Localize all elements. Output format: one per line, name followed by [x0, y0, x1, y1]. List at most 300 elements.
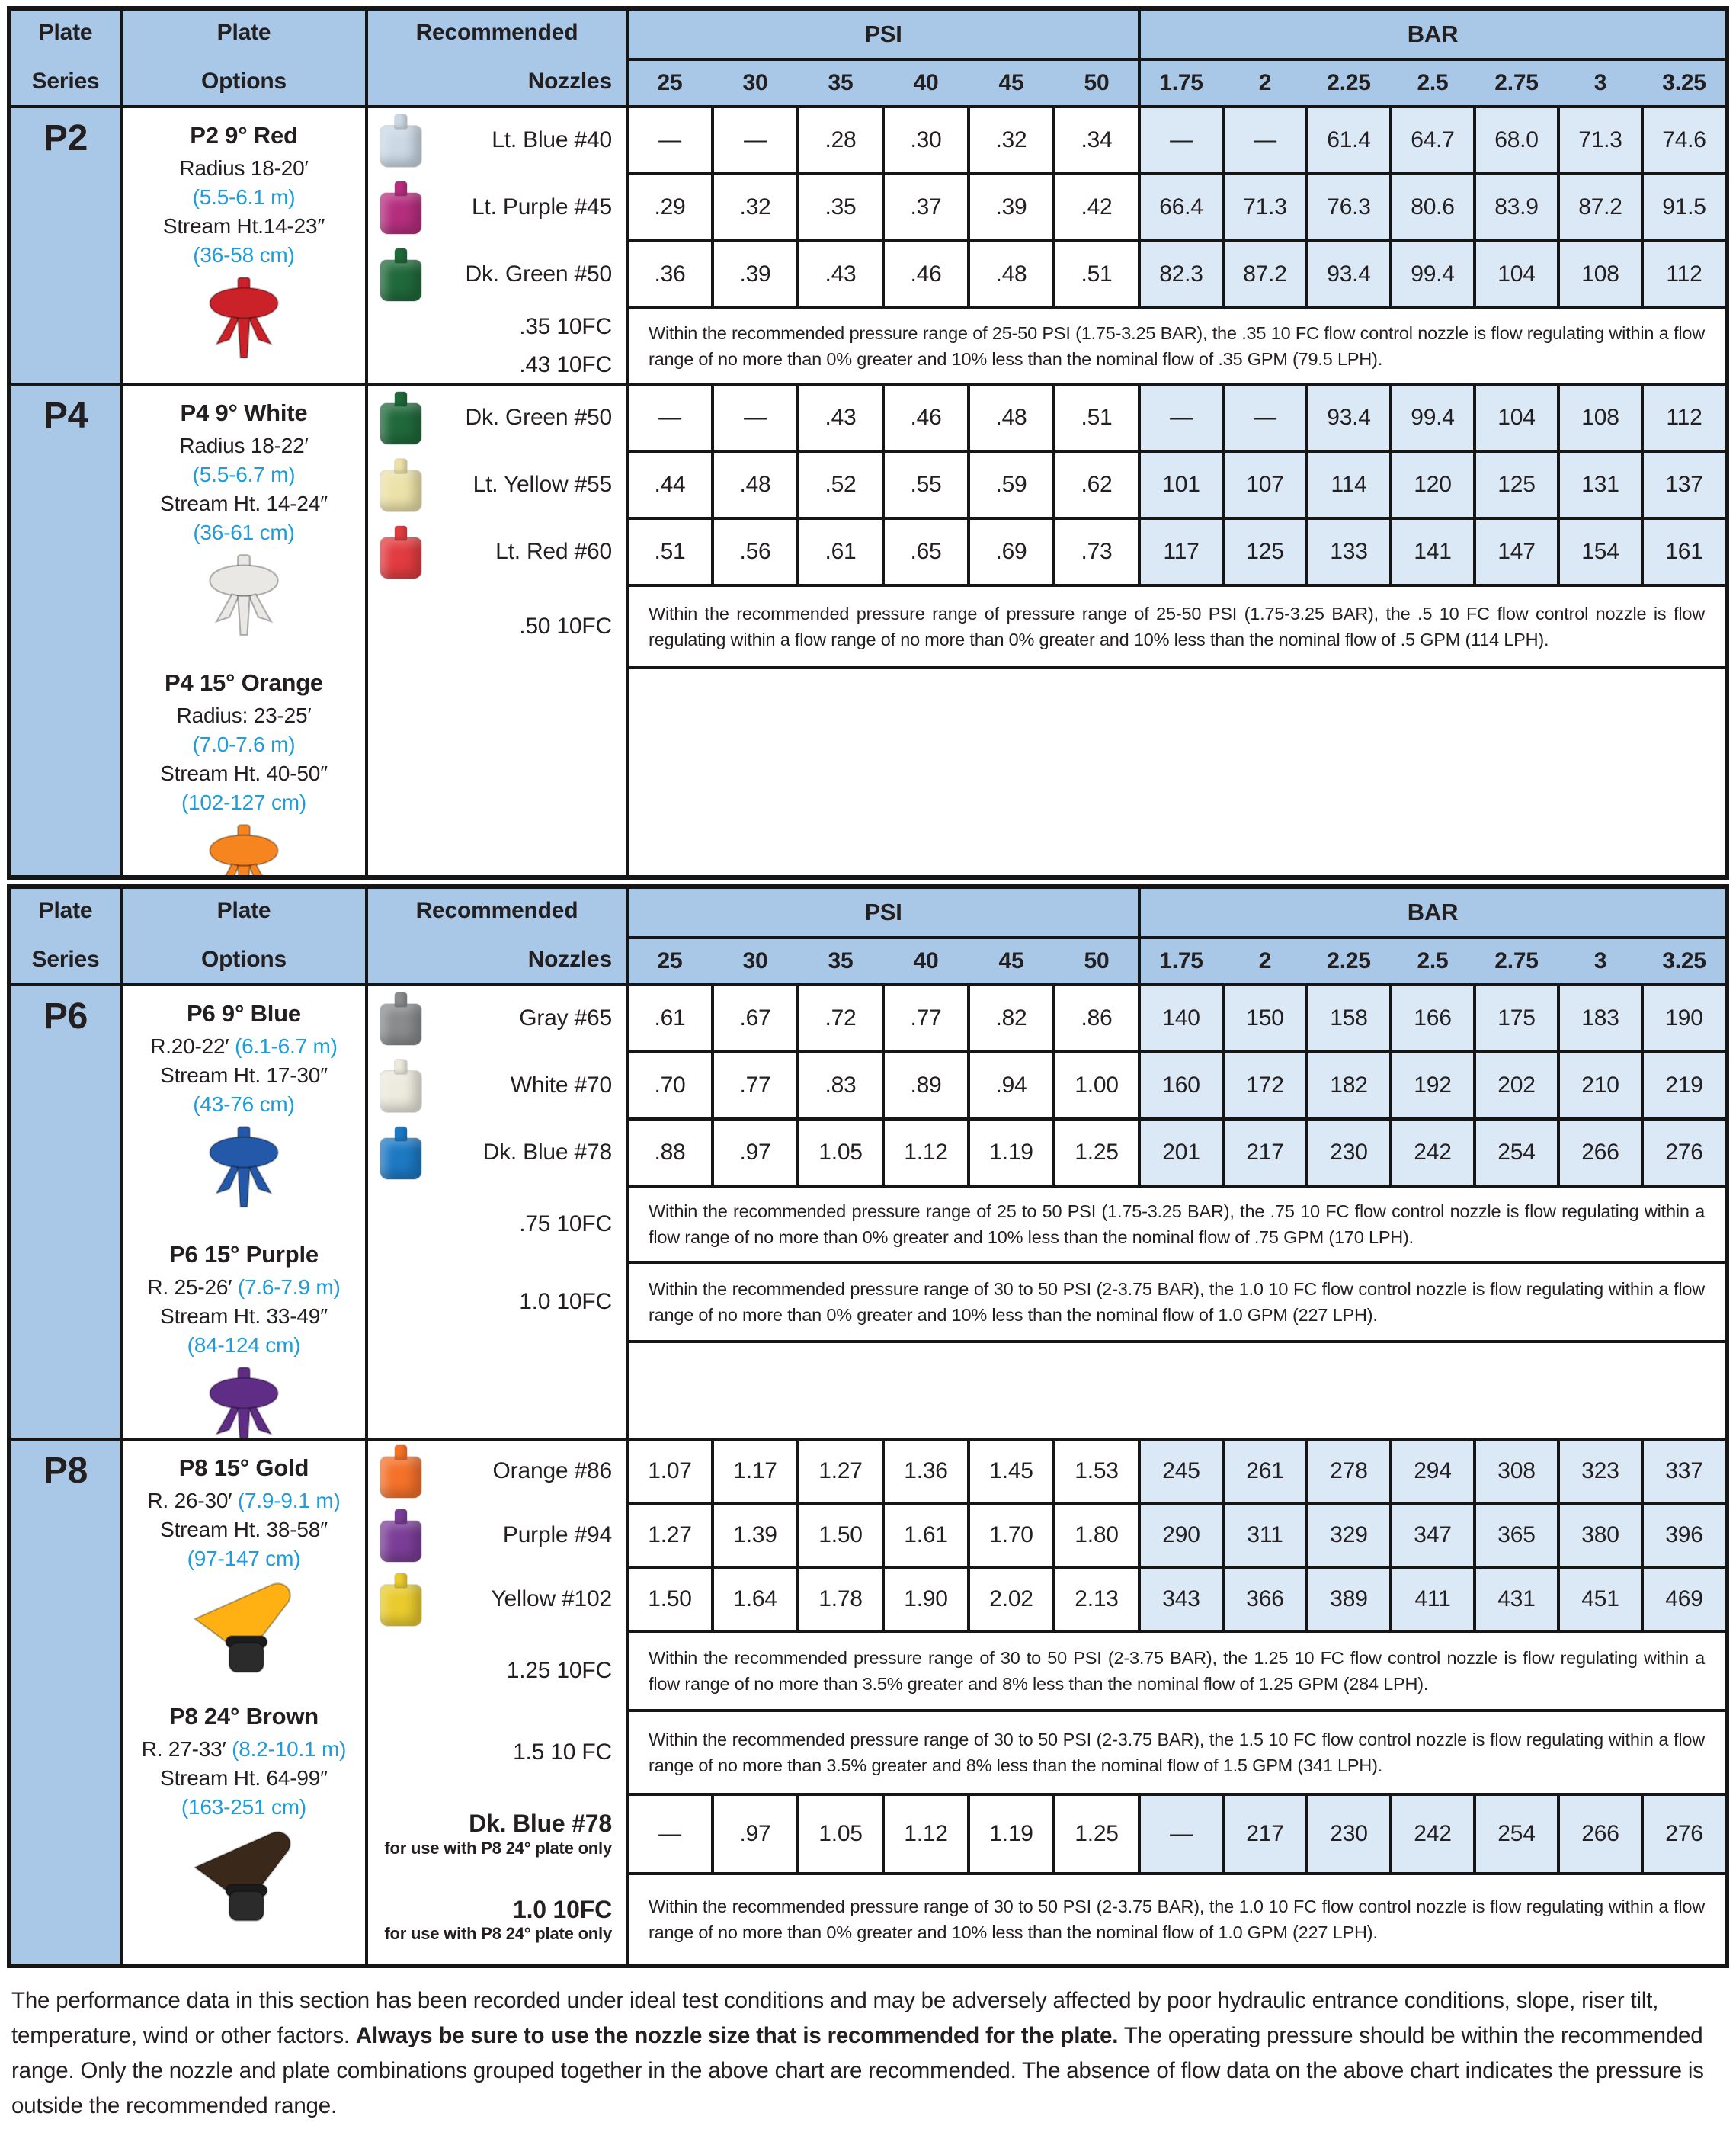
nozzle-entry	[368, 175, 626, 239]
plate-spec-line	[193, 460, 296, 489]
psi-value-cell: .61	[629, 986, 711, 1050]
fc-note-text: Within the recommended pressure range of 25-50 PSI (1.75-3.25 BAR), the .35 10 FC flow control nozzle is flow regulating within a flow range of no more than 0% greater and 10% less than the nominal flow of .35 GPM (79.5 LPH).	[649, 323, 1705, 369]
plate-spec-line	[193, 1090, 294, 1119]
nozzle-label	[495, 538, 612, 566]
bar-value-cell: 323	[1560, 1441, 1641, 1502]
bar-value-cell: 451	[1560, 1569, 1641, 1630]
bar-value-cell: 254	[1476, 1121, 1557, 1185]
psi-value-cell: 1.05	[799, 1121, 882, 1185]
plate-title: P4 15° Orange	[165, 669, 323, 696]
bar-value-cell: —	[1141, 1796, 1222, 1872]
psi-value-cell: 1.70	[970, 1505, 1052, 1566]
fc-label-group	[519, 1211, 612, 1237]
nozzle-cap-icon	[380, 126, 421, 167]
bar-col-label: 2.75	[1494, 948, 1539, 973]
plate-spec-imperial: Stream Ht. 38-58″	[160, 1518, 328, 1541]
header-label: Nozzles	[527, 69, 612, 94]
bar-col-label: 2.5	[1417, 948, 1449, 973]
bar-value-cell: 230	[1308, 1121, 1389, 1185]
fc-label-group	[519, 1289, 612, 1315]
bar-value-cell: 308	[1476, 1441, 1557, 1502]
fc-nozzle-labels	[368, 1188, 626, 1261]
nozzle-cap-icon	[380, 1138, 421, 1179]
bar-value-cell: 343	[1141, 1569, 1222, 1630]
psi-value-cell: —	[629, 108, 711, 172]
nozzle-entry	[368, 242, 626, 306]
psi-value-cell: .48	[970, 386, 1052, 450]
header-plate-options	[123, 11, 365, 105]
bar-value-cell: 158	[1308, 986, 1389, 1050]
header-psi-label: PSI	[629, 889, 1138, 936]
bar-value-cell: 101	[1141, 453, 1222, 517]
bar-value-cell: 74.6	[1644, 108, 1725, 172]
fc-note-text: Within the recommended pressure range of 30 to 50 PSI (2-3.75 BAR), the 1.0 10 FC flow control nozzle is flow regulating within a flow range of no more than 0% greater and 10% less than the nominal flow of 1.0 GPM (227 LPH).	[649, 1897, 1705, 1942]
bar-col-label: 1.75	[1159, 70, 1203, 95]
fc-note-box	[629, 1633, 1725, 1709]
fc-nozzle-labels	[368, 587, 626, 666]
psi-value-cell: 1.27	[629, 1505, 711, 1566]
psi-col-label: 40	[913, 70, 939, 95]
series-label-p4: P4	[11, 386, 120, 875]
psi-col-label: 25	[657, 70, 683, 95]
nozzle-name: Purple #94	[502, 1522, 612, 1547]
psi-value-cell: .43	[799, 242, 882, 306]
bar-value-cell: 91.5	[1644, 175, 1725, 239]
bar-value-cell: 141	[1392, 520, 1473, 584]
bar-value-cell: —	[1141, 108, 1222, 172]
footer-bold-text: Always be sure to use the nozzle size that is recommended for the plate.	[355, 2023, 1119, 2048]
fc-nozzle-label: .75 10FC	[519, 1211, 612, 1236]
bar-value-cell: 76.3	[1308, 175, 1389, 239]
psi-col-label: 25	[657, 948, 683, 973]
bar-col-label: 3	[1593, 70, 1607, 95]
plate-spec-line	[160, 1302, 328, 1331]
psi-value-cell: 1.07	[629, 1441, 711, 1502]
bar-value-cell: 230	[1308, 1796, 1389, 1872]
bar-value-cell: 242	[1392, 1121, 1473, 1185]
header-recommended-nozzles	[368, 11, 626, 105]
bar-value-cell: 133	[1308, 520, 1389, 584]
fc-nozzle-label: .35 10FC	[519, 314, 612, 339]
fc-nozzle-label: .43 10FC	[519, 352, 612, 377]
nozzle-label	[465, 404, 612, 431]
fc-note-box	[629, 309, 1725, 383]
plate-spec-metric: (102-127 cm)	[181, 790, 307, 814]
header-label: Plate	[38, 20, 93, 45]
psi-value-cell: .32	[970, 108, 1052, 172]
psi-value-cell: —	[714, 386, 796, 450]
psi-value-cell: .37	[885, 175, 967, 239]
psi-value-cell: .51	[1055, 386, 1138, 450]
fc-note-box	[629, 1264, 1725, 1340]
bar-value-cell: 276	[1644, 1796, 1725, 1872]
nozzle-name: Lt. Purple #45	[472, 194, 612, 220]
fc-note-box	[629, 1712, 1725, 1793]
psi-value-cell: .82	[970, 986, 1052, 1050]
bar-value-cell: 202	[1476, 1053, 1557, 1117]
bar-col-label: 2.5	[1417, 70, 1449, 95]
psi-value-cell: .28	[799, 108, 882, 172]
nozzle-entry	[368, 108, 626, 172]
bar-value-cell: 104	[1476, 242, 1557, 306]
psi-col-label: 30	[742, 948, 768, 973]
plate-block	[163, 120, 325, 364]
bar-value-cell: 201	[1141, 1121, 1222, 1185]
bar-col-label: 1.75	[1159, 948, 1203, 973]
bar-value-cell: 131	[1560, 453, 1641, 517]
nozzle-entry	[368, 1505, 626, 1566]
psi-col-label: 45	[998, 948, 1024, 973]
header-plate-series	[11, 11, 120, 105]
plate-block	[142, 1701, 347, 1924]
nozzle-cap-icon	[380, 1521, 421, 1562]
plate-spec-line	[179, 431, 308, 460]
plate-spec-metric: (7.6-7.9 m)	[237, 1275, 341, 1299]
psi-value-cell: 1.19	[970, 1121, 1052, 1185]
nozzle-entry	[368, 1796, 626, 1872]
plate-spec-line	[193, 241, 294, 270]
fc-note-text: Within the recommended pressure range of pressure range of 25-50 PSI (1.75-3.25 BAR), the .5 10 FC flow control nozzle is flow regulating within a flow range of no more than 0% greater and 10% less than the nominal flow of .5 GPM (114 LPH).	[649, 604, 1705, 649]
psi-value-cell: .48	[714, 453, 796, 517]
bar-value-cell: 154	[1560, 520, 1641, 584]
bar-value-cell: 80.6	[1392, 175, 1473, 239]
header-bar-ticks	[1141, 939, 1725, 983]
psi-value-cell: 1.78	[799, 1569, 882, 1630]
psi-value-cell: .46	[885, 386, 967, 450]
psi-value-cell: 1.12	[885, 1121, 967, 1185]
header-label: Series	[31, 69, 100, 94]
bar-value-cell: 172	[1225, 1053, 1305, 1117]
psi-col-label: 45	[998, 70, 1024, 95]
psi-value-cell: .39	[714, 242, 796, 306]
plate-block	[147, 1453, 340, 1675]
fc-nozzle-label: .50 10FC	[519, 614, 612, 639]
bar-value-cell: 190	[1644, 986, 1725, 1050]
psi-col-label: 50	[1084, 70, 1110, 95]
bar-value-cell: 290	[1141, 1505, 1222, 1566]
fc-nozzle-label: 1.5 10 FC	[513, 1739, 612, 1765]
header-label: Nozzles	[527, 947, 612, 972]
bar-value-cell: 183	[1560, 986, 1641, 1050]
psi-value-cell: .51	[1055, 242, 1138, 306]
nozzle-usage-note: for use with P8 24° plate only	[384, 1839, 612, 1858]
plate-spec-line	[193, 518, 294, 547]
psi-value-cell: .36	[629, 242, 711, 306]
psi-value-cell: .59	[970, 453, 1052, 517]
plate-spec-imperial: Radius: 23-25′	[176, 704, 312, 727]
nozzle-label	[472, 194, 612, 221]
bar-value-cell: 83.9	[1476, 175, 1557, 239]
header-label: Options	[201, 69, 287, 94]
nozzle-entry	[368, 1441, 626, 1502]
bar-value-cell: 396	[1644, 1505, 1725, 1566]
plate-p4-rotor-icon	[187, 823, 301, 875]
psi-value-cell: —	[714, 108, 796, 172]
nozzle-cap-icon	[380, 537, 421, 579]
fc-nozzle-labels	[368, 1875, 626, 1964]
bar-value-cell: 120	[1392, 453, 1473, 517]
nozzle-name: Dk. Green #50	[465, 405, 612, 430]
psi-col-label: 50	[1084, 948, 1110, 973]
plate-spec-imperial: R. 25-26′	[147, 1275, 238, 1299]
header-label: Recommended	[415, 898, 578, 923]
nozzle-cap-icon	[380, 1071, 421, 1112]
bar-value-cell: 108	[1560, 242, 1641, 306]
bar-col-label: 2	[1258, 948, 1272, 973]
psi-col-label: 30	[742, 70, 768, 95]
nozzle-label	[473, 471, 612, 499]
bar-value-cell: 337	[1644, 1441, 1725, 1502]
bar-value-cell: 182	[1308, 1053, 1389, 1117]
nozzle-name: Dk. Blue #78	[482, 1140, 612, 1165]
psi-value-cell: .44	[629, 453, 711, 517]
psi-value-cell: .73	[1055, 520, 1138, 584]
nozzle-name: White #70	[510, 1073, 612, 1098]
header-bar-ticks	[1141, 61, 1725, 105]
psi-value-cell: .72	[799, 986, 882, 1050]
plate-title: P2 9° Red	[190, 122, 298, 149]
psi-value-cell: 1.64	[714, 1569, 796, 1630]
header-psi-ticks	[629, 939, 1138, 983]
bar-value-cell: 93.4	[1308, 242, 1389, 306]
plate-spec-line	[147, 1273, 340, 1302]
plate-p6-rotor-icon	[187, 1125, 301, 1214]
psi-value-cell: .35	[799, 175, 882, 239]
plate-block	[160, 668, 328, 875]
psi-value-cell: 1.80	[1055, 1505, 1138, 1566]
bar-value-cell: 242	[1392, 1796, 1473, 1872]
nozzle-label	[492, 127, 612, 154]
bar-value-cell: 66.4	[1141, 175, 1222, 239]
plate-spec-metric: (6.1-6.7 m)	[235, 1034, 338, 1058]
bar-col-label: 2.25	[1327, 948, 1371, 973]
plate-spec-imperial: Stream Ht. 33-49″	[160, 1304, 328, 1328]
plate-spec-imperial: R. 27-33′	[141, 1737, 232, 1761]
psi-value-cell: .83	[799, 1053, 882, 1117]
bar-value-cell: 71.3	[1225, 175, 1305, 239]
plate-spec-metric: (36-61 cm)	[193, 521, 295, 544]
psi-value-cell: .70	[629, 1053, 711, 1117]
bar-value-cell: 389	[1308, 1569, 1389, 1630]
plate-block	[147, 1239, 340, 1438]
plate-spec-metric: (97-147 cm)	[187, 1547, 301, 1570]
plate-spec-metric: (84-124 cm)	[187, 1333, 301, 1357]
psi-value-cell: 1.45	[970, 1441, 1052, 1502]
psi-value-cell: 1.61	[885, 1505, 967, 1566]
bar-value-cell: 365	[1476, 1505, 1557, 1566]
bar-value-cell: 266	[1560, 1121, 1641, 1185]
psi-value-cell: .48	[970, 242, 1052, 306]
plate-spec-line	[160, 759, 328, 788]
bar-value-cell: 87.2	[1225, 242, 1305, 306]
header-plate-series	[11, 889, 120, 983]
nozzle-cap-icon	[380, 1457, 421, 1498]
bar-col-label: 2.25	[1327, 70, 1371, 95]
fc-label-group	[384, 1896, 612, 1944]
plate-p4-rotor-icon	[187, 553, 301, 642]
bar-value-cell: 278	[1308, 1441, 1389, 1502]
nozzle-column-p4	[368, 386, 626, 875]
bar-value-cell: 276	[1644, 1121, 1725, 1185]
psi-value-cell: 1.00	[1055, 1053, 1138, 1117]
psi-value-cell: 2.13	[1055, 1569, 1138, 1630]
nozzle-label	[492, 1586, 613, 1613]
nozzle-cap-icon	[380, 260, 421, 301]
psi-value-cell: .97	[714, 1796, 796, 1872]
psi-value-cell: .30	[885, 108, 967, 172]
psi-value-cell: 2.02	[970, 1569, 1052, 1630]
nozzle-entry	[368, 986, 626, 1050]
bar-value-cell: 71.3	[1560, 108, 1641, 172]
psi-value-cell: .67	[714, 986, 796, 1050]
nozzle-empty	[368, 669, 626, 875]
plate-spec-line	[150, 1032, 338, 1061]
psi-value-cell: .29	[629, 175, 711, 239]
fc-note-box	[629, 587, 1725, 666]
plate-spec-imperial: Stream Ht. 17-30″	[160, 1063, 328, 1087]
nozzle-column-p8	[368, 1441, 626, 1964]
plate-spec-metric: (5.5-6.1 m)	[192, 185, 296, 209]
bar-value-cell: 114	[1308, 453, 1389, 517]
nozzle-label	[519, 1005, 612, 1032]
footer-text-1: The performance data in this section has been recorded under ideal test conditions and may be adversely affected by poor hydraulic entrance conditions, slope, riser tilt, temperature, wind or other factors.	[11, 1988, 1659, 2048]
bar-value-cell: —	[1225, 386, 1305, 450]
bar-value-cell: 431	[1476, 1569, 1557, 1630]
bar-value-cell: 294	[1392, 1441, 1473, 1502]
fc-label-group	[507, 1658, 612, 1684]
psi-value-cell: .89	[885, 1053, 967, 1117]
nozzle-label	[483, 1139, 612, 1166]
psi-value-cell: .77	[885, 986, 967, 1050]
fc-nozzle-label: 1.0 10FC	[512, 1895, 612, 1923]
nozzle-name: Dk. Green #50	[465, 261, 612, 287]
plate-title: P8 24° Brown	[168, 1703, 319, 1730]
nozzle-name: Lt. Blue #40	[492, 127, 612, 152]
psi-value-cell: 1.39	[714, 1505, 796, 1566]
plate-spec-metric: (43-76 cm)	[193, 1092, 295, 1116]
bar-value-cell: 140	[1141, 986, 1222, 1050]
bar-value-cell: 469	[1644, 1569, 1725, 1630]
psi-value-cell: .51	[629, 520, 711, 584]
bar-value-cell: 210	[1560, 1053, 1641, 1117]
plate-p2-rotor-icon	[187, 276, 301, 364]
bar-col-label: 3.25	[1662, 70, 1706, 95]
plate-spec-line	[181, 1793, 306, 1822]
bar-value-cell: 245	[1141, 1441, 1222, 1502]
nozzle-cap-icon	[380, 470, 421, 511]
nozzle-entry	[368, 1569, 626, 1630]
bar-value-cell: 82.3	[1141, 242, 1222, 306]
plate-spec-imperial: Radius 18-20′	[179, 156, 309, 180]
bar-value-cell: 125	[1225, 520, 1305, 584]
fc-nozzle-label: 1.25 10FC	[506, 1658, 612, 1683]
psi-col-label: 35	[828, 70, 854, 95]
nozzle-name: Yellow #102	[491, 1586, 612, 1611]
header-bar-label: BAR	[1141, 11, 1725, 58]
fc-label-group	[519, 314, 612, 340]
psi-value-cell: 1.50	[629, 1569, 711, 1630]
fc-note-box	[629, 1875, 1725, 1964]
bar-value-cell: 68.0	[1476, 108, 1557, 172]
bar-value-cell: 64.7	[1392, 108, 1473, 172]
bar-col-label: 3.25	[1662, 948, 1706, 973]
bar-value-cell: 411	[1392, 1569, 1473, 1630]
psi-value-cell: —	[629, 1796, 711, 1872]
plate-spec-imperial: R.20-22′	[150, 1034, 235, 1058]
empty-box	[629, 669, 1725, 875]
header-label: Series	[31, 947, 100, 972]
plate-title: P4 9° White	[180, 399, 308, 426]
psi-col-label: 40	[913, 948, 939, 973]
psi-value-cell: .55	[885, 453, 967, 517]
header-recommended-nozzles	[368, 889, 626, 983]
nozzle-label	[503, 1521, 612, 1549]
footer-text-2: The operating pressure should be within the recommended range. Only the nozzle and plate combinations grouped together in the above chart are recommended. The absence of flow data on the above chart indicates the pressure is outside the recommended range.	[11, 2023, 1704, 2118]
bar-value-cell: 366	[1225, 1569, 1305, 1630]
bar-value-cell: 266	[1560, 1796, 1641, 1872]
psi-value-cell: 1.17	[714, 1441, 796, 1502]
psi-value-cell: —	[629, 386, 711, 450]
psi-value-cell: .32	[714, 175, 796, 239]
bar-value-cell: 311	[1225, 1505, 1305, 1566]
nozzle-entry	[368, 520, 626, 584]
bar-value-cell: 112	[1644, 242, 1725, 306]
psi-value-cell: .77	[714, 1053, 796, 1117]
header-plate-options	[123, 889, 365, 983]
psi-value-cell: 1.36	[885, 1441, 967, 1502]
psi-value-cell: .88	[629, 1121, 711, 1185]
plate-spec-metric: (7.9-9.1 m)	[237, 1489, 341, 1512]
fc-note-box	[629, 1188, 1725, 1261]
plate-options-p6	[123, 986, 365, 1438]
nozzle-column-p2	[368, 108, 626, 383]
bar-value-cell: 166	[1392, 986, 1473, 1050]
bar-col-label: 2	[1258, 70, 1272, 95]
nozzle-label	[511, 1072, 612, 1099]
bar-value-cell: 87.2	[1560, 175, 1641, 239]
plate-spec-imperial: Stream Ht. 40-50″	[160, 762, 328, 785]
nozzle-name: Orange #86	[492, 1458, 612, 1483]
bar-value-cell: 217	[1225, 1796, 1305, 1872]
psi-col-label: 35	[828, 948, 854, 973]
bar-value-cell: 108	[1560, 386, 1641, 450]
bar-value-cell: 219	[1644, 1053, 1725, 1117]
fc-nozzle-labels	[368, 1633, 626, 1709]
fc-note-text: Within the recommended pressure range of 25 to 50 PSI (1.75-3.25 BAR), the .75 10 FC flow control nozzle is flow regulating within a flow range of no more than 0% greater and 10% less than the nominal flow of .75 GPM (170 LPH).	[649, 1201, 1705, 1247]
series-label-p2: P2	[11, 108, 120, 383]
plate-title: P6 9° Blue	[187, 1000, 301, 1027]
plate-p8-cone-icon	[183, 1579, 305, 1675]
bar-value-cell: 329	[1308, 1505, 1389, 1566]
plate-spec-line	[142, 1735, 347, 1764]
psi-value-cell: .39	[970, 175, 1052, 239]
nozzle-cap-icon	[380, 1004, 421, 1045]
psi-value-cell: .69	[970, 520, 1052, 584]
header-psi-label: PSI	[629, 11, 1138, 58]
bar-value-cell: 137	[1644, 453, 1725, 517]
bar-value-cell: 217	[1225, 1121, 1305, 1185]
bar-value-cell: 99.4	[1392, 386, 1473, 450]
psi-value-cell: 1.27	[799, 1441, 882, 1502]
nozzle-entry	[368, 1121, 626, 1185]
plate-spec-line	[193, 183, 296, 212]
plate-spec-line	[177, 701, 312, 730]
psi-value-cell: .61	[799, 520, 882, 584]
fc-nozzle-label: 1.0 10FC	[519, 1289, 612, 1314]
plate-title: P8 15° Gold	[178, 1454, 309, 1481]
psi-value-cell: 1.50	[799, 1505, 882, 1566]
bar-value-cell: 104	[1476, 386, 1557, 450]
